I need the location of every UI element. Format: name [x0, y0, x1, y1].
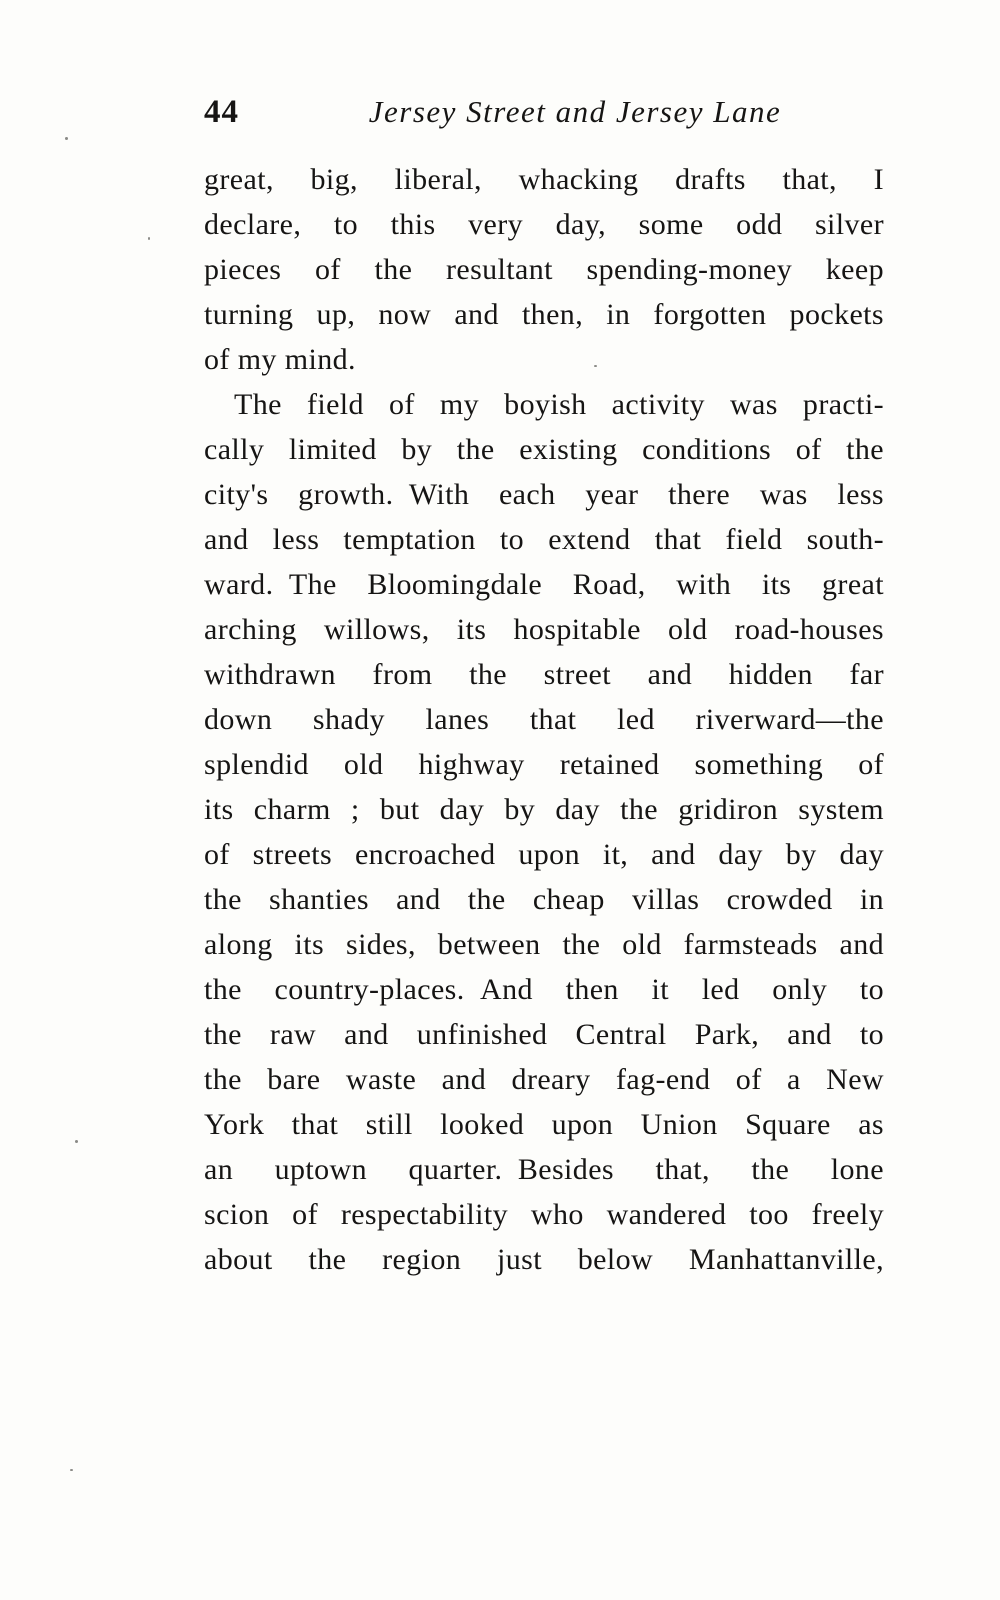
text-line: arching willows, its hospitable old road-houses: [204, 613, 884, 646]
text-line: the bare waste and dreary fag-end of a New: [204, 1063, 884, 1096]
text-line: York that still looked upon Union Square as: [204, 1108, 884, 1141]
text-line: city's growth. With each year there was less: [204, 478, 884, 511]
text-line: pieces of the resultant spending-money keep: [204, 253, 884, 286]
scan-speck: [148, 237, 150, 240]
text-line: its charm ; but day by day the gridiron system: [204, 793, 884, 826]
text-line: down shady lanes that led riverward—the: [204, 703, 884, 736]
text-line: the raw and unfinished Central Park, and to: [204, 1018, 884, 1051]
text-line: along its sides, between the old farmsteads and: [204, 928, 884, 961]
text-line: ward. The Bloomingdale Road, with its great: [204, 568, 884, 601]
text-line: declare, to this very day, some odd silver: [204, 208, 884, 241]
page-header: [204, 94, 886, 136]
text-line: splendid old highway retained something of: [204, 748, 884, 781]
running-head-title: Jersey Street and Jersey Lane: [368, 94, 782, 129]
text-line: withdrawn from the street and hidden far: [204, 658, 884, 691]
text-line: of streets encroached upon it, and day by day: [204, 838, 884, 871]
text-line: the shanties and the cheap villas crowded in: [204, 883, 884, 916]
scan-speck: [594, 365, 597, 367]
text-line: an uptown quarter. Besides that, the lone: [204, 1153, 884, 1186]
scan-speck: [70, 1469, 73, 1471]
text-line: cally limited by the existing conditions of the: [204, 433, 884, 466]
text-line: scion of respectability who wandered too freely: [204, 1198, 884, 1231]
text-line: the country-places. And then it led only to: [204, 973, 884, 1006]
text-line: great, big, liberal, whacking drafts that, I: [204, 163, 884, 196]
text-line: of my mind.: [204, 343, 356, 376]
scan-speck: [65, 137, 68, 140]
page-number: 44: [204, 94, 239, 130]
text-block: [204, 157, 884, 1282]
text-line: The field of my boyish activity was practi-: [234, 388, 884, 421]
text-line: turning up, now and then, in forgotten pockets: [204, 298, 884, 331]
text-line: and less temptation to extend that field south-: [204, 523, 884, 556]
scan-speck: [75, 1140, 78, 1143]
text-line: about the region just below Manhattanville,: [204, 1243, 884, 1276]
